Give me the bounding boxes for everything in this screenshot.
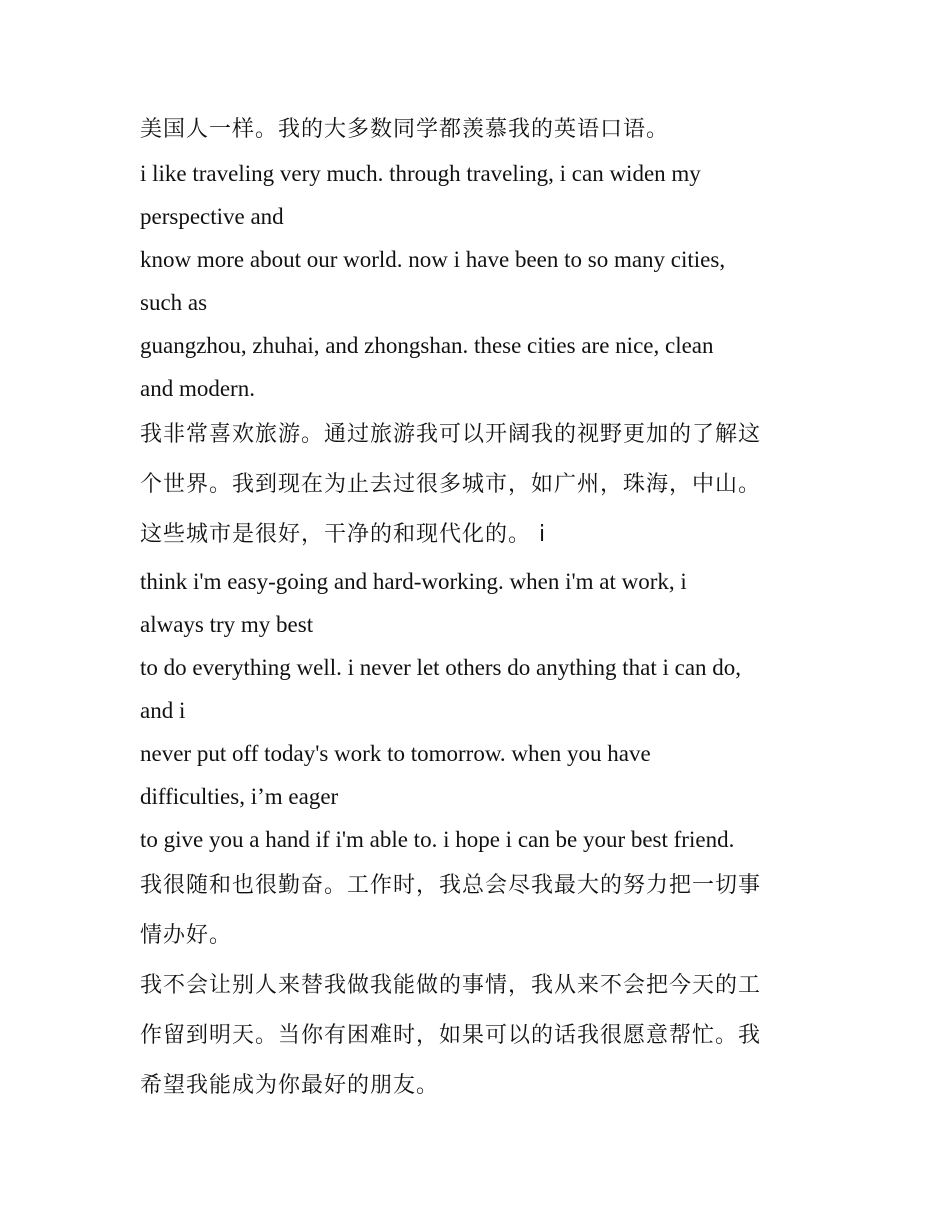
- text-line-chinese: 情办好。: [140, 923, 233, 948]
- text-line-english: always try my best: [140, 612, 314, 637]
- text-line-english: to give you a hand if i'm able to. i hope i can be your best friend.: [140, 827, 735, 852]
- text-line-english: know more about our world. now i have been to so many cities,: [140, 247, 726, 272]
- text-line-chinese: 我非常喜欢旅游。通过旅游我可以开阔我的视野更加的了解这: [140, 422, 762, 447]
- text-line-english: and i: [140, 698, 186, 723]
- text-line-english: guangzhou, zhuhai, and zhongshan. these cities are nice, clean: [140, 333, 714, 358]
- text-line-chinese: 我不会让别人来替我做我能做的事情，我从来不会把今天的工: [140, 973, 762, 998]
- text-line-english: difficulties, i’m eager: [140, 784, 339, 809]
- text-line-english: think i'm easy-going and hard-working. when i'm at work, i: [140, 569, 687, 594]
- document-body: [140, 108, 820, 1111]
- text-line-chinese: 作留到明天。当你有困难时，如果可以的话我很愿意帮忙。我: [140, 1023, 762, 1048]
- text-line-chinese: 这些城市是很好，干净的和现代化的。 i: [140, 522, 547, 547]
- text-line-chinese: 我很随和也很勤奋。工作时，我总会尽我最大的努力把一切事: [140, 873, 762, 898]
- text-line-english: i like traveling very much. through traveling, i can widen my: [140, 161, 701, 186]
- text-line-english: never put off today's work to tomorrow. when you have: [140, 741, 651, 766]
- text-line-chinese: 美国人一样。我的大多数同学都羡慕我的英语口语。: [140, 117, 670, 142]
- text-line-english: and modern.: [140, 376, 255, 401]
- text-line-english: perspective and: [140, 204, 284, 229]
- text-line-chinese: 个世界。我到现在为止去过很多城市，如广州，珠海，中山。: [140, 472, 762, 497]
- text-line-chinese: 希望我能成为你最好的朋友。: [140, 1073, 440, 1098]
- text-line-english: to do everything well. i never let others do anything that i can do,: [140, 655, 742, 680]
- text-line-english: such as: [140, 290, 208, 315]
